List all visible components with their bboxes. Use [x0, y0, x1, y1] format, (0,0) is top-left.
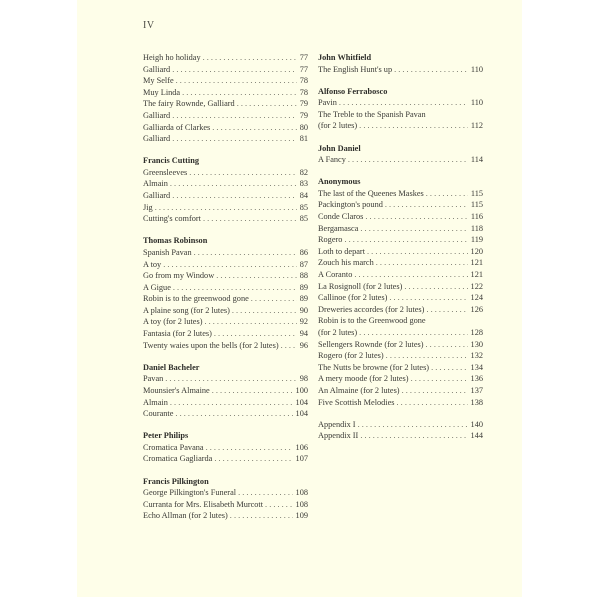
entry-page-number: 137: [470, 385, 483, 395]
toc-entry: [318, 281, 483, 293]
entry-page-number: 85: [299, 214, 308, 224]
entry-title: Muy Linda: [143, 87, 181, 97]
dot-leader: [212, 385, 293, 397]
entry-page-number: 98: [299, 374, 308, 384]
entry-page-number: 77: [299, 53, 308, 62]
dot-leader: [386, 350, 468, 362]
dot-leader: [170, 178, 297, 190]
dot-leader: [203, 213, 297, 225]
entry-page-number: 78: [299, 76, 308, 86]
entry-title: The Treble to the Spanish Pavan: [318, 109, 426, 119]
entry-title: A Coranto: [318, 270, 353, 279]
entry-page-number: 77: [299, 64, 308, 74]
dot-leader: [367, 246, 468, 258]
dot-leader: [214, 328, 297, 340]
toc-entry: [318, 257, 483, 269]
entry-page-number: 88: [299, 271, 308, 281]
dot-leader: [216, 270, 297, 282]
entry-page-number: 108: [295, 499, 308, 509]
entry-title: The last of the Queenes Maskes: [318, 188, 424, 198]
entry-page-number: 120: [470, 246, 483, 256]
entry-page-number: 78: [299, 87, 308, 97]
toc-section-anonymous: [318, 176, 483, 408]
entry-title: Galliard: [143, 191, 171, 201]
entry-page-number: 115: [470, 200, 483, 210]
entry-page-number: 100: [295, 385, 308, 395]
dot-leader: [204, 316, 296, 328]
toc-section-untitled: [143, 52, 308, 145]
entry-page-number: 104: [295, 397, 308, 407]
toc-entry: [143, 122, 308, 134]
entry-page-number: 96: [299, 340, 308, 350]
entry-title: The Nutts be browne (for 2 lutes): [318, 362, 430, 372]
entry-page-number: 144: [470, 431, 483, 441]
toc-entry: [143, 397, 308, 409]
entry-page-number: 124: [470, 293, 483, 303]
toc-entry: [143, 178, 308, 190]
entry-title: Robin is to the Greenwood gone: [318, 316, 426, 326]
toc-entry: [143, 133, 308, 145]
entry-title: The English Hunt's up: [318, 64, 393, 74]
entry-page-number: 79: [299, 110, 308, 120]
entry-page-number: 134: [470, 362, 483, 372]
dot-leader: [281, 340, 297, 352]
entry-title: George Pilkington's Funeral: [143, 488, 237, 498]
entry-title: A toy (for 2 lutes): [143, 317, 203, 327]
composer-heading: Francis Cutting: [143, 156, 200, 166]
toc-entry: [318, 188, 483, 200]
entry-title: Pavan: [143, 374, 164, 384]
entry-page-number: 87: [299, 259, 308, 269]
entry-title: Bergamasca: [318, 223, 359, 233]
composer-heading: John Whitfield: [318, 53, 372, 62]
toc-entry: [143, 213, 308, 225]
toc-entry: [318, 430, 483, 442]
entry-title: A Fancy: [318, 155, 346, 165]
entry-title: Spanish Pavan: [143, 247, 192, 257]
entry-title: Zouch his march: [318, 258, 374, 268]
entry-page-number: 85: [299, 202, 308, 212]
entry-page-number: 109: [295, 511, 308, 521]
toc-section-john-whitfield: [318, 52, 483, 75]
dot-leader: [172, 190, 297, 202]
toc-entry: [318, 234, 483, 246]
toc-entry: [318, 373, 483, 385]
entry-title: Cromatica Pavana: [143, 442, 204, 452]
entry-title: Cutting's comfort: [143, 214, 201, 224]
toc-entry: [143, 75, 308, 87]
toc-entry: [143, 270, 308, 282]
entry-page-number: 115: [470, 188, 483, 198]
dot-leader: [404, 281, 467, 293]
entry-title: Dreweries accordes (for 2 lutes): [318, 304, 425, 314]
dot-leader: [397, 397, 468, 409]
dot-leader: [360, 430, 467, 442]
entry-title: Greensleeves: [143, 167, 188, 177]
dot-leader: [237, 98, 297, 110]
dot-leader: [344, 234, 467, 246]
toc-entry: [318, 269, 483, 281]
toc-entry: [143, 98, 308, 110]
toc-left-column: [143, 52, 308, 532]
entry-page-number: 79: [299, 99, 308, 109]
dot-leader: [230, 510, 293, 522]
page-number: IV: [143, 20, 155, 31]
composer-heading: John Daniel: [318, 143, 361, 153]
toc-right-column: [318, 52, 483, 452]
toc-section-francis-cutting: [143, 155, 308, 225]
dot-leader: [348, 154, 468, 166]
dot-leader: [426, 304, 467, 316]
dot-leader: [426, 188, 468, 200]
entry-page-number: 89: [299, 294, 308, 304]
toc-section-thomas-robinson: [143, 235, 308, 351]
toc-entry: [318, 304, 483, 316]
toc-entry: [143, 305, 308, 317]
entry-title: Callinoe (for 2 lutes): [318, 293, 388, 303]
entry-title: Jig: [143, 202, 153, 212]
toc-entry: [143, 52, 308, 64]
entry-page-number: 118: [470, 223, 483, 233]
toc-entry: [318, 211, 483, 223]
entry-title: Fantasia (for 2 lutes): [143, 329, 212, 339]
toc-entry: [143, 202, 308, 214]
toc-entry: [143, 259, 308, 271]
dot-leader: [394, 64, 468, 76]
toc-entry: [143, 282, 308, 294]
dot-leader: [206, 442, 293, 454]
entry-page-number: 106: [295, 442, 308, 452]
toc-entry: [143, 293, 308, 305]
entry-page-number: 94: [299, 329, 308, 339]
entry-title: Pavin: [318, 98, 337, 108]
dot-leader: [214, 453, 292, 465]
dot-leader: [376, 257, 468, 269]
dot-leader: [402, 385, 468, 397]
toc-entry: [318, 315, 483, 338]
toc-entry: [143, 167, 308, 179]
toc-entry: [318, 419, 483, 431]
toc-entry: [318, 246, 483, 258]
entry-title: Galliard: [143, 134, 171, 144]
entry-title: A toy: [143, 259, 162, 269]
entry-page-number: 136: [470, 374, 483, 384]
entry-title: La Rosignoll (for 2 lutes): [318, 281, 403, 291]
toc-entry: [318, 339, 483, 351]
toc-section-untitled: [318, 419, 483, 442]
entry-page-number: 89: [299, 282, 308, 292]
toc-entry: [143, 190, 308, 202]
toc-section-francis-pilkington: [143, 476, 308, 522]
entry-title: Almain: [143, 179, 168, 189]
dot-leader: [170, 397, 293, 409]
entry-page-number: 104: [295, 409, 308, 419]
entry-title: Rogero (for 2 lutes): [318, 351, 384, 361]
toc-entry: [143, 499, 308, 511]
dot-leader: [359, 120, 468, 132]
dot-leader: [155, 202, 297, 214]
dot-leader: [358, 419, 468, 431]
entry-page-number: 121: [470, 258, 483, 268]
entry-title: Sellengers Rownde (for 2 lutes): [318, 339, 424, 349]
toc-entry: [318, 292, 483, 304]
entry-title: A plaine song (for 2 lutes): [143, 305, 230, 315]
entry-page-number: 92: [299, 317, 308, 327]
entry-title: Cromatica Gagliarda: [143, 454, 213, 464]
dot-leader: [182, 87, 297, 99]
dot-leader: [365, 211, 467, 223]
dot-leader: [411, 373, 468, 385]
dot-leader: [175, 408, 292, 420]
dot-leader: [203, 52, 297, 64]
toc-entry: [143, 316, 308, 328]
composer-heading: Francis Pilkington: [143, 476, 209, 486]
toc-entry: [143, 385, 308, 397]
entry-title: Five Scottish Melodies: [318, 397, 395, 407]
entry-page-number: 128: [470, 327, 483, 337]
entry-page-number: 86: [299, 247, 308, 257]
toc-entry: [318, 223, 483, 235]
entry-page-number: 108: [295, 488, 308, 498]
dot-leader: [172, 64, 297, 76]
toc-entry: [318, 97, 483, 109]
entry-page-number: 110: [470, 98, 483, 108]
toc-section-peter-philips: [143, 430, 308, 465]
entry-title: Echo Allman (for 2 lutes): [143, 511, 228, 521]
toc-entry: [318, 64, 483, 76]
entry-title: Go from my Window: [143, 271, 215, 281]
entry-title: The fairy Rownde, Galliard: [143, 99, 235, 109]
entry-page-number: 114: [470, 155, 483, 165]
entry-title: Loth to depart: [318, 246, 366, 256]
entry-title: Courante: [143, 409, 174, 419]
dot-leader: [189, 167, 296, 179]
entry-title: Galliarda of Clarkes: [143, 122, 211, 132]
composer-heading: Daniel Bacheler: [143, 362, 200, 372]
toc-entry: [143, 453, 308, 465]
dot-leader: [194, 247, 297, 259]
toc-entry: [143, 110, 308, 122]
toc-entry: [143, 64, 308, 76]
entry-title-continued: (for 2 lutes): [318, 327, 358, 337]
toc-entry: [318, 154, 483, 166]
entry-page-number: 140: [470, 419, 483, 429]
dot-leader: [360, 223, 467, 235]
dot-leader: [238, 487, 292, 499]
composer-heading: Anonymous: [318, 177, 361, 187]
book-page: [77, 0, 522, 597]
dot-leader: [172, 110, 297, 122]
toc-entry: [143, 408, 308, 420]
entry-page-number: 82: [299, 167, 308, 177]
dot-leader: [339, 97, 468, 109]
entry-title: My Selfe: [143, 76, 174, 86]
dot-leader: [251, 293, 297, 305]
dot-leader: [172, 133, 297, 145]
toc-entry: [318, 109, 483, 132]
composer-heading: Alfonso Ferrabosco: [318, 86, 388, 96]
dot-leader: [385, 199, 468, 211]
dot-leader: [389, 292, 467, 304]
composer-heading: Peter Philips: [143, 431, 189, 441]
entry-page-number: 80: [299, 122, 308, 132]
toc-entry: [143, 340, 308, 352]
entry-page-number: 90: [299, 305, 308, 315]
entry-title: Rogero: [318, 235, 343, 245]
entry-title: A Gigue: [143, 282, 171, 292]
toc-entry: [318, 362, 483, 374]
entry-page-number: 110: [470, 64, 483, 74]
entry-page-number: 116: [470, 212, 483, 222]
toc-entry: [143, 247, 308, 259]
entry-page-number: 138: [470, 397, 483, 407]
entry-page-number: 121: [470, 270, 483, 279]
entry-title: An Almaine (for 2 lutes): [318, 385, 400, 395]
entry-title: Galliard: [143, 110, 171, 120]
entry-page-number: 130: [470, 339, 483, 349]
entry-title: Appendix I: [318, 419, 356, 429]
entry-title: Galliard: [143, 64, 171, 74]
toc-entry: [143, 487, 308, 499]
dot-leader: [176, 75, 297, 87]
entry-title: Heigh ho holiday: [143, 53, 201, 62]
toc-entry: [143, 510, 308, 522]
entry-title: Robin is to the greenwood gone: [143, 294, 249, 304]
entry-title: A mery moode (for 2 lutes): [318, 374, 409, 384]
toc-entry: [143, 373, 308, 385]
toc-entry: [318, 397, 483, 409]
entry-page-number: 119: [470, 235, 483, 245]
toc-entry: [143, 328, 308, 340]
toc-entry: [143, 87, 308, 99]
dot-leader: [165, 373, 296, 385]
entry-page-number: 83: [299, 179, 308, 189]
entry-title-continued: (for 2 lutes): [318, 121, 358, 131]
entry-page-number: 107: [295, 454, 308, 464]
dot-leader: [173, 282, 297, 294]
entry-page-number: 84: [299, 191, 308, 201]
entry-page-number: 122: [470, 281, 483, 291]
entry-page-number: 112: [470, 121, 483, 131]
entry-title: Packington's pound: [318, 200, 383, 210]
toc-entry: [318, 199, 483, 211]
dot-leader: [426, 339, 468, 351]
toc-section-john-daniel: [318, 143, 483, 166]
dot-leader: [431, 362, 467, 374]
toc-section-daniel-bacheler: [143, 362, 308, 420]
entry-title: Conde Claros: [318, 212, 364, 222]
entry-title: Mounsier's Almaine: [143, 385, 210, 395]
dot-leader: [354, 269, 467, 281]
composer-heading: Thomas Robinson: [143, 236, 208, 246]
entry-title: Appendix II: [318, 431, 359, 441]
dot-leader: [359, 327, 467, 339]
entry-page-number: 81: [299, 134, 308, 144]
dot-leader: [163, 259, 296, 271]
entry-page-number: 132: [470, 351, 483, 361]
toc-entry: [318, 350, 483, 362]
toc-entry: [318, 385, 483, 397]
toc-entry: [143, 442, 308, 454]
toc-section-alfonso-ferrabosco: [318, 86, 483, 132]
entry-title: Twenty waies upon the bells (for 2 lutes): [143, 340, 279, 350]
dot-leader: [212, 122, 296, 134]
entry-title: Curranta for Mrs. Elisabeth Murcott: [143, 499, 264, 509]
dot-leader: [232, 305, 297, 317]
entry-title: Almain: [143, 397, 168, 407]
entry-page-number: 126: [470, 304, 483, 314]
dot-leader: [265, 499, 293, 511]
